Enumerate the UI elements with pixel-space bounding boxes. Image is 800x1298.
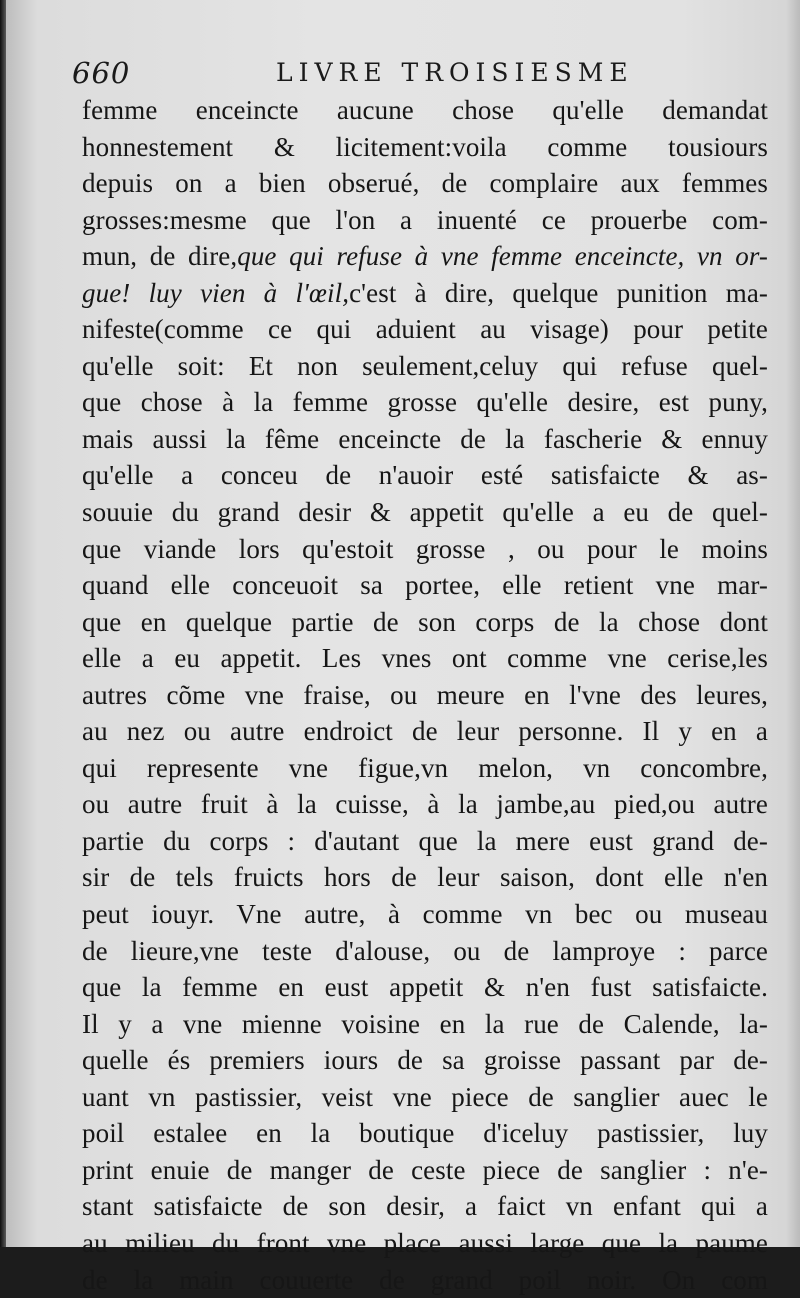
text-line	[82, 275, 768, 312]
text-line: mais aussi la fême enceincte de la fascherie & ennuy	[82, 421, 768, 458]
text-line: au nez ou autre endroict de leur personne. Il y en a	[82, 713, 768, 750]
page-header	[72, 56, 772, 96]
book-page	[6, 0, 800, 1247]
text-line: de lieure,vne teste d'alouse, ou de lamproye : parce	[82, 933, 768, 970]
text-line: qu'elle soit: Et non seulement,celuy qui refuse quel-	[82, 348, 768, 385]
text-line: depuis on a bien obserué, de complaire aux femmes	[82, 165, 768, 202]
text-line: que chose à la femme grosse qu'elle desire, est puny,	[82, 384, 768, 421]
text-segment: c'est à dire, quelque punition ma-	[349, 278, 768, 308]
text-line: sir de tels fruicts hors de leur saison, dont elle n'en	[82, 859, 768, 896]
page-number: 660	[72, 56, 130, 90]
text-line: que viande lors qu'estoit grosse , ou pour le moins	[82, 531, 768, 568]
text-line: peut iouyr. Vne autre, à comme vn bec ou museau	[82, 896, 768, 933]
running-head: LIVRE TROISIESME	[276, 58, 634, 87]
text-line: nifeste(comme ce qui aduient au visage) pour petite	[82, 311, 768, 348]
text-line: autres cõme vne fraise, ou meure en l'vne des leures,	[82, 677, 768, 714]
text-line: souuie du grand desir & appetit qu'elle a eu de quel-	[82, 494, 768, 531]
text-line: stant satisfaicte de son desir, a faict vn enfant qui a	[82, 1188, 768, 1225]
text-line: au milieu du front vne place aussi large que la paume	[82, 1225, 768, 1262]
text-line: partie du corps : d'autant que la mere eust grand de-	[82, 823, 768, 860]
text-line: que la femme en eust appetit & n'en fust satisfaicte.	[82, 969, 768, 1006]
text-segment: mun, de dire,	[82, 241, 237, 271]
text-line: que en quelque partie de son corps de la chose dont	[82, 604, 768, 641]
text-line: uant vn pastissier, veist vne piece de sanglier auec le	[82, 1079, 768, 1116]
italic-proverb: que qui refuse à vne femme enceincte, vn or-	[237, 241, 768, 271]
text-line: honnestement & licitement:voila comme tousiours	[82, 129, 768, 166]
text-line: elle a eu appetit. Les vnes ont comme vne cerise,les	[82, 640, 768, 677]
text-line	[82, 238, 768, 275]
text-line: ou autre fruit à la cuisse, à la jambe,au pied,ou autre	[82, 786, 768, 823]
text-line: quelle és premiers iours de sa groisse passant par de-	[82, 1042, 768, 1079]
text-line: Il y a vne mienne voisine en la rue de Calende, la-	[82, 1006, 768, 1043]
text-line: quand elle conceuoit sa portee, elle retient vne mar-	[82, 567, 768, 604]
text-line: femme enceincte aucune chose qu'elle demandat	[82, 92, 768, 129]
text-line: de la main couuerte de grand poil noir. On com	[82, 1262, 768, 1298]
text-line: qu'elle a conceu de n'auoir esté satisfaicte & as-	[82, 457, 768, 494]
body-text	[82, 92, 768, 1298]
page-edge-shadow	[786, 0, 800, 1247]
text-line: qui represente vne figue,vn melon, vn concombre,	[82, 750, 768, 787]
text-line: poil estalee en la boutique d'iceluy pastissier, luy	[82, 1115, 768, 1152]
text-line: print enuie de manger de ceste piece de sanglier : n'e-	[82, 1152, 768, 1189]
text-line: grosses:mesme que l'on a inuenté ce prouerbe com-	[82, 202, 768, 239]
italic-proverb: gue! luy vien à l'œil,	[82, 278, 349, 308]
